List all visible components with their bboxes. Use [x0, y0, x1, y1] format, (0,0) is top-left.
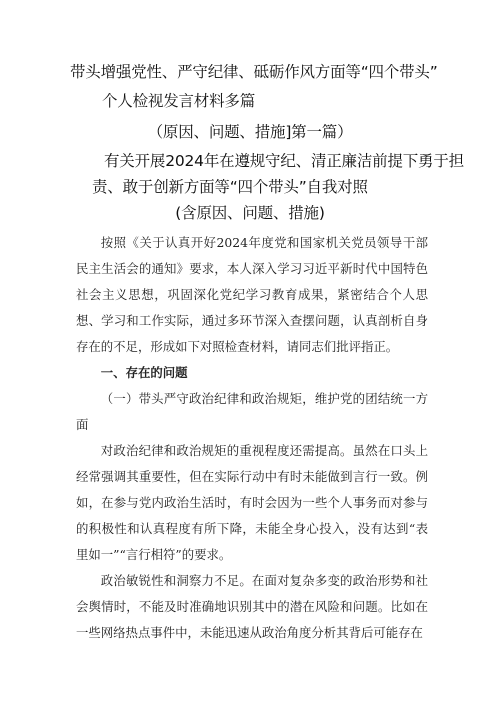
second-title-line-3: (含原因、问题、措施) — [175, 204, 325, 222]
doc-title-line-1: 带头增强党性、严守纪律、砥砺作风方面等“四个带头” — [70, 63, 438, 81]
intro-paragraph: 按照《关于认真开好2024年度党和国家机关党员领导干部民主生活会的通知》要求，本人深入学习习近平新时代中国特色社会主义思想，巩固深化党纪学习教育成果，紧密结合个人思想、学习和工作实际，通过多环节深入查摆问题，认真剖析自身存在的不足，形成如下对照检查材料，请同志们批评指正。 — [76, 235, 428, 354]
doc-subtitle: （原因、问题、措施]第一篇） — [147, 123, 353, 141]
paragraph-discipline: 对政治纪律和政治规矩的重视程度还需提高。虽然在口头上经常强调其重要性，但在实际行动中有时未能做到言行一致。例如，在参与党内政治生活时，有时会因为一些个人事务而对参与的积极性和认真程度有所下降，未能全身心投入，没有达到“表里如一”“言行相符”的要求。 — [76, 443, 428, 562]
second-title-line-2: 责、敢于创新方面等“四个带头”自我对照 — [92, 178, 368, 196]
paragraph-sensitivity: 政治敏锐性和洞察力不足。在面对复杂多变的政治形势和社会舆情时，不能及时准确地识别其中的潜在风险和问题。比如在一些网络热点事件中，未能迅速从政治角度分析其背后可能存在 — [76, 573, 428, 640]
subsection-heading-1: （一）带头严守政治纪律和政治规矩，维护党的团结统一方面 — [76, 391, 428, 432]
second-title-line-1: 有关开展2024年在遵规守纪、清正廉洁前提下勇于担 — [104, 152, 464, 170]
section-heading-problems: 一、存在的问题 — [100, 365, 188, 380]
document-body — [76, 230, 428, 646]
doc-title-line-2: 个人检视发言材料多篇 — [102, 92, 256, 110]
